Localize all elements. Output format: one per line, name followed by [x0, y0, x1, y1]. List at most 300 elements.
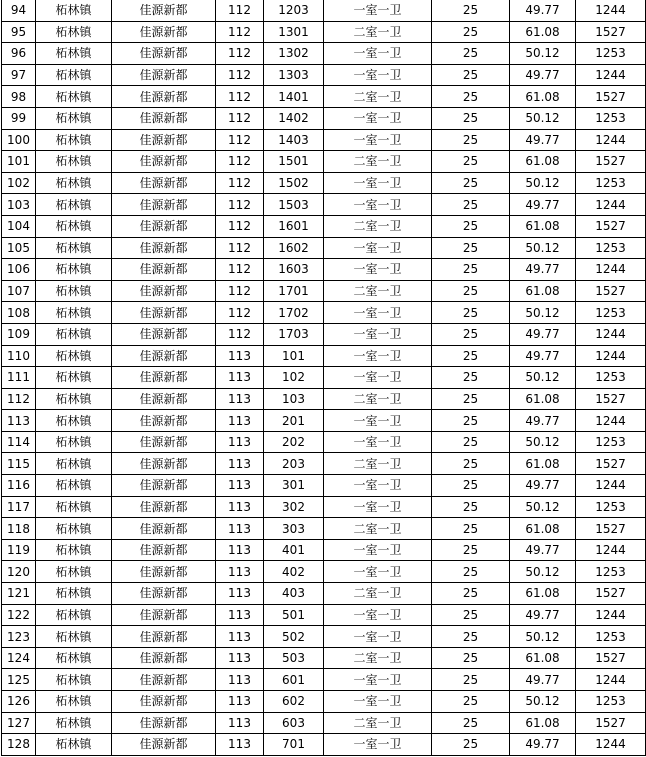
cell-row-number: 115: [2, 453, 36, 475]
cell-building: 112: [216, 215, 264, 237]
cell-room-number: 402: [264, 561, 324, 583]
cell-row-number: 108: [2, 302, 36, 324]
cell-row-number: 100: [2, 129, 36, 151]
cell-room-number: 1601: [264, 215, 324, 237]
cell-community: 佳源新都: [112, 604, 216, 626]
cell-room-number: 502: [264, 626, 324, 648]
cell-rent-area: 25: [432, 518, 510, 540]
cell-rent: 1527: [576, 21, 646, 43]
table-row: [2, 323, 646, 345]
cell-town: 柘林镇: [36, 151, 112, 173]
cell-town: 柘林镇: [36, 302, 112, 324]
cell-town: 柘林镇: [36, 647, 112, 669]
cell-building: 113: [216, 539, 264, 561]
cell-community: 佳源新都: [112, 237, 216, 259]
table-row: [2, 172, 646, 194]
cell-rent-area: 25: [432, 151, 510, 173]
cell-town: 柘林镇: [36, 539, 112, 561]
cell-layout: 一室一卫: [324, 64, 432, 86]
cell-row-number: 109: [2, 323, 36, 345]
cell-building: 112: [216, 0, 264, 21]
cell-rent-area: 25: [432, 583, 510, 605]
cell-floor-area: 49.77: [510, 323, 576, 345]
cell-rent: 1253: [576, 43, 646, 65]
cell-floor-area: 61.08: [510, 388, 576, 410]
cell-rent: 1527: [576, 388, 646, 410]
cell-row-number: 106: [2, 259, 36, 281]
table-row: [2, 367, 646, 389]
table-row: [2, 431, 646, 453]
cell-layout: 一室一卫: [324, 194, 432, 216]
cell-town: 柘林镇: [36, 43, 112, 65]
table-row: [2, 539, 646, 561]
cell-rent-area: 25: [432, 43, 510, 65]
cell-room-number: 103: [264, 388, 324, 410]
cell-rent-area: 25: [432, 86, 510, 108]
cell-row-number: 121: [2, 583, 36, 605]
cell-row-number: 126: [2, 691, 36, 713]
table-row: [2, 0, 646, 21]
cell-town: 柘林镇: [36, 86, 112, 108]
cell-row-number: 97: [2, 64, 36, 86]
cell-town: 柘林镇: [36, 107, 112, 129]
cell-community: 佳源新都: [112, 64, 216, 86]
cell-rent: 1527: [576, 453, 646, 475]
cell-rent: 1244: [576, 259, 646, 281]
cell-community: 佳源新都: [112, 647, 216, 669]
cell-layout: 一室一卫: [324, 475, 432, 497]
cell-layout: 二室一卫: [324, 280, 432, 302]
cell-floor-area: 61.08: [510, 215, 576, 237]
cell-row-number: 112: [2, 388, 36, 410]
cell-row-number: 101: [2, 151, 36, 173]
cell-rent-area: 25: [432, 604, 510, 626]
cell-room-number: 401: [264, 539, 324, 561]
cell-floor-area: 61.08: [510, 280, 576, 302]
cell-rent: 1244: [576, 410, 646, 432]
cell-layout: 一室一卫: [324, 431, 432, 453]
cell-building: 113: [216, 647, 264, 669]
cell-room-number: 602: [264, 691, 324, 713]
cell-room-number: 301: [264, 475, 324, 497]
cell-rent-area: 25: [432, 129, 510, 151]
cell-rent-area: 25: [432, 367, 510, 389]
cell-rent: 1253: [576, 496, 646, 518]
cell-community: 佳源新都: [112, 453, 216, 475]
table-row: [2, 129, 646, 151]
cell-room-number: 202: [264, 431, 324, 453]
cell-building: 113: [216, 561, 264, 583]
cell-building: 113: [216, 431, 264, 453]
cell-layout: 二室一卫: [324, 86, 432, 108]
cell-building: 112: [216, 151, 264, 173]
cell-community: 佳源新都: [112, 410, 216, 432]
cell-floor-area: 50.12: [510, 431, 576, 453]
cell-layout: 一室一卫: [324, 302, 432, 324]
cell-row-number: 94: [2, 0, 36, 21]
cell-town: 柘林镇: [36, 259, 112, 281]
table-row: [2, 302, 646, 324]
cell-floor-area: 50.12: [510, 496, 576, 518]
table-row: [2, 669, 646, 691]
cell-room-number: 1402: [264, 107, 324, 129]
table-row: [2, 259, 646, 281]
cell-row-number: 118: [2, 518, 36, 540]
cell-town: 柘林镇: [36, 64, 112, 86]
cell-rent: 1253: [576, 626, 646, 648]
cell-row-number: 96: [2, 43, 36, 65]
cell-rent-area: 25: [432, 453, 510, 475]
cell-row-number: 119: [2, 539, 36, 561]
cell-community: 佳源新都: [112, 712, 216, 734]
cell-room-number: 701: [264, 734, 324, 756]
cell-room-number: 1503: [264, 194, 324, 216]
table-row: [2, 691, 646, 713]
cell-community: 佳源新都: [112, 669, 216, 691]
table-row: [2, 712, 646, 734]
cell-community: 佳源新都: [112, 388, 216, 410]
cell-rent: 1527: [576, 712, 646, 734]
cell-town: 柘林镇: [36, 172, 112, 194]
cell-room-number: 1602: [264, 237, 324, 259]
cell-room-number: 503: [264, 647, 324, 669]
cell-rent-area: 25: [432, 302, 510, 324]
cell-rent-area: 25: [432, 215, 510, 237]
table-row: [2, 626, 646, 648]
cell-community: 佳源新都: [112, 259, 216, 281]
cell-floor-area: 50.12: [510, 107, 576, 129]
table-row: [2, 194, 646, 216]
cell-room-number: 1603: [264, 259, 324, 281]
cell-building: 113: [216, 734, 264, 756]
cell-community: 佳源新都: [112, 0, 216, 21]
cell-rent-area: 25: [432, 539, 510, 561]
cell-rent-area: 25: [432, 431, 510, 453]
cell-community: 佳源新都: [112, 323, 216, 345]
cell-town: 柘林镇: [36, 496, 112, 518]
cell-rent: 1527: [576, 151, 646, 173]
cell-community: 佳源新都: [112, 129, 216, 151]
cell-row-number: 99: [2, 107, 36, 129]
cell-rent-area: 25: [432, 64, 510, 86]
cell-town: 柘林镇: [36, 280, 112, 302]
cell-floor-area: 49.77: [510, 734, 576, 756]
cell-floor-area: 61.08: [510, 453, 576, 475]
cell-rent: 1253: [576, 691, 646, 713]
cell-community: 佳源新都: [112, 561, 216, 583]
cell-floor-area: 49.77: [510, 0, 576, 21]
cell-building: 113: [216, 453, 264, 475]
cell-row-number: 125: [2, 669, 36, 691]
cell-community: 佳源新都: [112, 626, 216, 648]
cell-row-number: 103: [2, 194, 36, 216]
cell-rent: 1253: [576, 431, 646, 453]
cell-rent: 1244: [576, 129, 646, 151]
cell-rent-area: 25: [432, 0, 510, 21]
cell-community: 佳源新都: [112, 583, 216, 605]
cell-layout: 一室一卫: [324, 323, 432, 345]
cell-town: 柘林镇: [36, 453, 112, 475]
cell-layout: 一室一卫: [324, 129, 432, 151]
cell-rent: 1244: [576, 539, 646, 561]
cell-row-number: 98: [2, 86, 36, 108]
cell-row-number: 128: [2, 734, 36, 756]
cell-building: 113: [216, 604, 264, 626]
cell-row-number: 120: [2, 561, 36, 583]
cell-row-number: 104: [2, 215, 36, 237]
cell-room-number: 1403: [264, 129, 324, 151]
cell-room-number: 403: [264, 583, 324, 605]
cell-building: 112: [216, 21, 264, 43]
cell-rent: 1527: [576, 647, 646, 669]
cell-layout: 一室一卫: [324, 345, 432, 367]
cell-rent: 1527: [576, 583, 646, 605]
cell-building: 112: [216, 172, 264, 194]
cell-community: 佳源新都: [112, 367, 216, 389]
cell-layout: 一室一卫: [324, 410, 432, 432]
cell-floor-area: 50.12: [510, 691, 576, 713]
cell-floor-area: 61.08: [510, 86, 576, 108]
table-row: [2, 151, 646, 173]
cell-community: 佳源新都: [112, 172, 216, 194]
table-row: [2, 21, 646, 43]
cell-layout: 一室一卫: [324, 561, 432, 583]
cell-community: 佳源新都: [112, 151, 216, 173]
cell-town: 柘林镇: [36, 626, 112, 648]
cell-layout: 一室一卫: [324, 367, 432, 389]
table-row: [2, 107, 646, 129]
cell-room-number: 203: [264, 453, 324, 475]
cell-building: 113: [216, 475, 264, 497]
cell-row-number: 114: [2, 431, 36, 453]
cell-town: 柘林镇: [36, 712, 112, 734]
cell-building: 113: [216, 712, 264, 734]
table-row: [2, 237, 646, 259]
cell-row-number: 111: [2, 367, 36, 389]
cell-row-number: 116: [2, 475, 36, 497]
cell-layout: 一室一卫: [324, 237, 432, 259]
cell-layout: 二室一卫: [324, 388, 432, 410]
cell-building: 113: [216, 345, 264, 367]
cell-layout: 二室一卫: [324, 151, 432, 173]
cell-floor-area: 49.77: [510, 475, 576, 497]
cell-layout: 二室一卫: [324, 215, 432, 237]
cell-floor-area: 49.77: [510, 539, 576, 561]
cell-layout: 一室一卫: [324, 539, 432, 561]
housing-table: [1, 0, 646, 756]
cell-rent: 1253: [576, 367, 646, 389]
cell-floor-area: 50.12: [510, 302, 576, 324]
cell-building: 113: [216, 367, 264, 389]
cell-rent-area: 25: [432, 107, 510, 129]
cell-rent: 1253: [576, 561, 646, 583]
cell-building: 113: [216, 410, 264, 432]
cell-town: 柘林镇: [36, 388, 112, 410]
cell-building: 112: [216, 43, 264, 65]
cell-rent-area: 25: [432, 475, 510, 497]
cell-rent: 1244: [576, 345, 646, 367]
cell-floor-area: 49.77: [510, 345, 576, 367]
cell-layout: 二室一卫: [324, 647, 432, 669]
cell-rent: 1253: [576, 302, 646, 324]
cell-rent-area: 25: [432, 345, 510, 367]
cell-rent: 1253: [576, 237, 646, 259]
table-row: [2, 345, 646, 367]
cell-layout: 一室一卫: [324, 669, 432, 691]
cell-rent: 1253: [576, 172, 646, 194]
cell-town: 柘林镇: [36, 367, 112, 389]
cell-building: 113: [216, 518, 264, 540]
cell-layout: 一室一卫: [324, 691, 432, 713]
table-row: [2, 734, 646, 756]
cell-rent-area: 25: [432, 194, 510, 216]
table-row: [2, 518, 646, 540]
cell-town: 柘林镇: [36, 691, 112, 713]
cell-floor-area: 49.77: [510, 604, 576, 626]
cell-rent-area: 25: [432, 21, 510, 43]
cell-room-number: 101: [264, 345, 324, 367]
cell-rent: 1244: [576, 0, 646, 21]
cell-layout: 一室一卫: [324, 734, 432, 756]
cell-floor-area: 61.08: [510, 21, 576, 43]
cell-building: 113: [216, 669, 264, 691]
cell-room-number: 1501: [264, 151, 324, 173]
cell-row-number: 122: [2, 604, 36, 626]
table-row: [2, 604, 646, 626]
cell-community: 佳源新都: [112, 302, 216, 324]
cell-room-number: 1302: [264, 43, 324, 65]
cell-layout: 一室一卫: [324, 107, 432, 129]
cell-town: 柘林镇: [36, 518, 112, 540]
cell-community: 佳源新都: [112, 345, 216, 367]
cell-rent-area: 25: [432, 259, 510, 281]
cell-row-number: 105: [2, 237, 36, 259]
cell-rent-area: 25: [432, 496, 510, 518]
cell-rent: 1244: [576, 64, 646, 86]
cell-rent-area: 25: [432, 647, 510, 669]
cell-building: 112: [216, 64, 264, 86]
cell-row-number: 113: [2, 410, 36, 432]
cell-layout: 二室一卫: [324, 518, 432, 540]
cell-building: 112: [216, 302, 264, 324]
table-row: [2, 496, 646, 518]
cell-floor-area: 49.77: [510, 259, 576, 281]
cell-rent: 1244: [576, 604, 646, 626]
table-row: [2, 388, 646, 410]
cell-community: 佳源新都: [112, 194, 216, 216]
cell-building: 112: [216, 323, 264, 345]
cell-row-number: 102: [2, 172, 36, 194]
cell-floor-area: 50.12: [510, 561, 576, 583]
cell-floor-area: 49.77: [510, 669, 576, 691]
cell-floor-area: 61.08: [510, 583, 576, 605]
cell-rent-area: 25: [432, 712, 510, 734]
cell-rent-area: 25: [432, 388, 510, 410]
cell-building: 112: [216, 129, 264, 151]
cell-community: 佳源新都: [112, 107, 216, 129]
cell-row-number: 110: [2, 345, 36, 367]
cell-layout: 一室一卫: [324, 172, 432, 194]
table-row: [2, 64, 646, 86]
cell-town: 柘林镇: [36, 323, 112, 345]
cell-rent: 1244: [576, 475, 646, 497]
cell-row-number: 117: [2, 496, 36, 518]
cell-floor-area: 49.77: [510, 410, 576, 432]
cell-rent: 1244: [576, 323, 646, 345]
cell-row-number: 127: [2, 712, 36, 734]
cell-rent: 1244: [576, 669, 646, 691]
cell-room-number: 1502: [264, 172, 324, 194]
cell-town: 柘林镇: [36, 669, 112, 691]
table-row: [2, 453, 646, 475]
cell-town: 柘林镇: [36, 561, 112, 583]
cell-building: 112: [216, 259, 264, 281]
table-row: [2, 475, 646, 497]
cell-rent-area: 25: [432, 626, 510, 648]
cell-building: 113: [216, 496, 264, 518]
cell-rent: 1527: [576, 518, 646, 540]
cell-room-number: 1701: [264, 280, 324, 302]
cell-rent-area: 25: [432, 410, 510, 432]
cell-floor-area: 50.12: [510, 367, 576, 389]
cell-room-number: 302: [264, 496, 324, 518]
cell-building: 112: [216, 107, 264, 129]
cell-town: 柘林镇: [36, 604, 112, 626]
cell-floor-area: 61.08: [510, 647, 576, 669]
cell-building: 112: [216, 280, 264, 302]
cell-rent-area: 25: [432, 280, 510, 302]
cell-layout: 一室一卫: [324, 43, 432, 65]
cell-town: 柘林镇: [36, 734, 112, 756]
table-row: [2, 583, 646, 605]
cell-town: 柘林镇: [36, 237, 112, 259]
cell-community: 佳源新都: [112, 734, 216, 756]
table-row: [2, 86, 646, 108]
cell-room-number: 1401: [264, 86, 324, 108]
cell-room-number: 1303: [264, 64, 324, 86]
cell-floor-area: 50.12: [510, 237, 576, 259]
cell-room-number: 1702: [264, 302, 324, 324]
cell-layout: 一室一卫: [324, 496, 432, 518]
cell-layout: 二室一卫: [324, 21, 432, 43]
table-body: [2, 0, 646, 755]
cell-layout: 一室一卫: [324, 259, 432, 281]
cell-community: 佳源新都: [112, 496, 216, 518]
cell-town: 柘林镇: [36, 129, 112, 151]
cell-rent-area: 25: [432, 561, 510, 583]
cell-rent-area: 25: [432, 237, 510, 259]
cell-floor-area: 61.08: [510, 712, 576, 734]
cell-room-number: 1203: [264, 0, 324, 21]
cell-row-number: 123: [2, 626, 36, 648]
table-row: [2, 561, 646, 583]
cell-rent: 1527: [576, 86, 646, 108]
cell-layout: 二室一卫: [324, 453, 432, 475]
cell-room-number: 303: [264, 518, 324, 540]
cell-town: 柘林镇: [36, 583, 112, 605]
cell-rent-area: 25: [432, 691, 510, 713]
cell-town: 柘林镇: [36, 475, 112, 497]
cell-floor-area: 49.77: [510, 194, 576, 216]
cell-rent-area: 25: [432, 172, 510, 194]
cell-rent-area: 25: [432, 669, 510, 691]
cell-layout: 一室一卫: [324, 604, 432, 626]
cell-community: 佳源新都: [112, 43, 216, 65]
cell-building: 113: [216, 691, 264, 713]
cell-community: 佳源新都: [112, 539, 216, 561]
cell-rent: 1244: [576, 194, 646, 216]
cell-community: 佳源新都: [112, 691, 216, 713]
